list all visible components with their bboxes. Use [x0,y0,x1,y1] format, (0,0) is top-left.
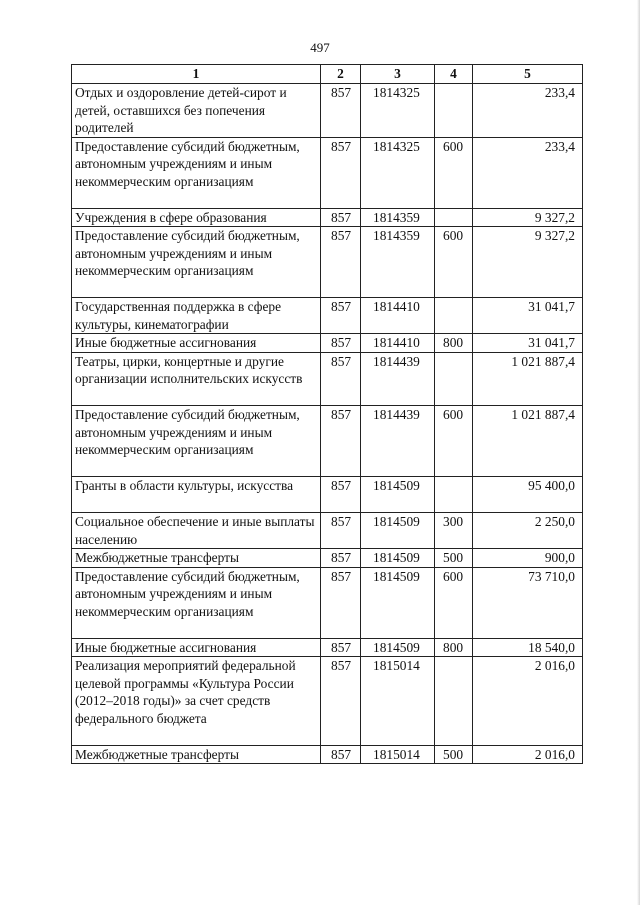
cell-expense-type: 600 [435,406,473,477]
cell-department-code: 857 [321,477,361,513]
table-row [72,227,583,298]
table-row [72,657,583,746]
cell-expense-type [435,298,473,334]
cell-expense-type [435,352,473,406]
cell-target-article: 1814410 [361,334,435,353]
cell-amount: 233,4 [473,137,583,208]
cell-amount: 233,4 [473,84,583,138]
cell-target-article: 1814359 [361,227,435,298]
cell-name: Отдых и оздоровление детей-сирот и детей, оставшихся без попечения родителей [72,84,321,138]
cell-department-code: 857 [321,406,361,477]
cell-target-article: 1814325 [361,84,435,138]
table-row [72,84,583,138]
cell-name: Иные бюджетные ассигнования [72,638,321,657]
cell-name: Предоставление субсидий бюджетным, автономным учреждениям и иным некоммерческим организациям [72,567,321,638]
cell-target-article: 1814509 [361,549,435,568]
cell-department-code: 857 [321,513,361,549]
cell-target-article: 1814359 [361,208,435,227]
cell-name: Предоставление субсидий бюджетным, автономным учреждениям и иным некоммерческим организациям [72,137,321,208]
cell-target-article: 1814439 [361,406,435,477]
cell-name: Социальное обеспечение и иные выплаты населению [72,513,321,549]
cell-expense-type: 500 [435,549,473,568]
header-col-2: 2 [321,65,361,84]
cell-expense-type [435,657,473,746]
cell-amount: 31 041,7 [473,298,583,334]
table-row [72,137,583,208]
cell-amount: 73 710,0 [473,567,583,638]
cell-target-article: 1814509 [361,567,435,638]
cell-name: Иные бюджетные ассигнования [72,334,321,353]
cell-expense-type: 600 [435,137,473,208]
cell-amount: 1 021 887,4 [473,406,583,477]
cell-name: Учреждения в сфере образования [72,208,321,227]
table-body [72,84,583,764]
cell-name: Предоставление субсидий бюджетным, автономным учреждениям и иным некоммерческим организациям [72,406,321,477]
cell-name: Гранты в области культуры, искусства [72,477,321,513]
cell-amount: 9 327,2 [473,227,583,298]
budget-table [71,64,583,764]
table-row [72,567,583,638]
cell-department-code: 857 [321,298,361,334]
cell-amount: 2 016,0 [473,745,583,764]
cell-name: Театры, цирки, концертные и другие организации исполнительских искусств [72,352,321,406]
cell-department-code: 857 [321,84,361,138]
cell-department-code: 857 [321,352,361,406]
cell-name: Межбюджетные трансферты [72,549,321,568]
cell-name: Предоставление субсидий бюджетным, автономным учреждениям и иным некоммерческим организациям [72,227,321,298]
cell-expense-type: 600 [435,227,473,298]
table-row [72,352,583,406]
table-row [72,638,583,657]
header-col-4: 4 [435,65,473,84]
table-row [72,745,583,764]
table-row [72,208,583,227]
cell-target-article: 1814439 [361,352,435,406]
page-number: 497 [310,40,330,55]
cell-target-article: 1815014 [361,745,435,764]
cell-department-code: 857 [321,334,361,353]
cell-amount: 1 021 887,4 [473,352,583,406]
cell-expense-type [435,208,473,227]
table-row [72,298,583,334]
table-row [72,334,583,353]
cell-name: Реализация мероприятий федеральной целевой программы «Культура России (2012–2018 годы)» за счет средств федерального бюджета [72,657,321,746]
cell-name: Государственная поддержка в сфере культуры, кинематографии [72,298,321,334]
table-row [72,549,583,568]
table-row [72,513,583,549]
cell-name: Межбюджетные трансферты [72,745,321,764]
cell-target-article: 1814509 [361,477,435,513]
cell-target-article: 1814410 [361,298,435,334]
cell-amount: 18 540,0 [473,638,583,657]
cell-target-article: 1814509 [361,513,435,549]
cell-expense-type [435,477,473,513]
cell-target-article: 1814509 [361,638,435,657]
cell-amount: 9 327,2 [473,208,583,227]
table-row [72,406,583,477]
cell-amount: 95 400,0 [473,477,583,513]
cell-department-code: 857 [321,208,361,227]
cell-amount: 900,0 [473,549,583,568]
header-col-1: 1 [72,65,321,84]
cell-target-article: 1814325 [361,137,435,208]
cell-target-article: 1815014 [361,657,435,746]
cell-amount: 2 250,0 [473,513,583,549]
cell-department-code: 857 [321,549,361,568]
cell-expense-type [435,84,473,138]
header-col-5: 5 [473,65,583,84]
header-col-3: 3 [361,65,435,84]
cell-department-code: 857 [321,638,361,657]
cell-department-code: 857 [321,227,361,298]
cell-amount: 31 041,7 [473,334,583,353]
cell-expense-type: 500 [435,745,473,764]
table-row [72,477,583,513]
cell-department-code: 857 [321,745,361,764]
cell-department-code: 857 [321,567,361,638]
cell-expense-type: 800 [435,334,473,353]
table-header-row [72,65,583,84]
cell-expense-type: 800 [435,638,473,657]
cell-expense-type: 600 [435,567,473,638]
cell-expense-type: 300 [435,513,473,549]
cell-amount: 2 016,0 [473,657,583,746]
cell-department-code: 857 [321,657,361,746]
cell-department-code: 857 [321,137,361,208]
